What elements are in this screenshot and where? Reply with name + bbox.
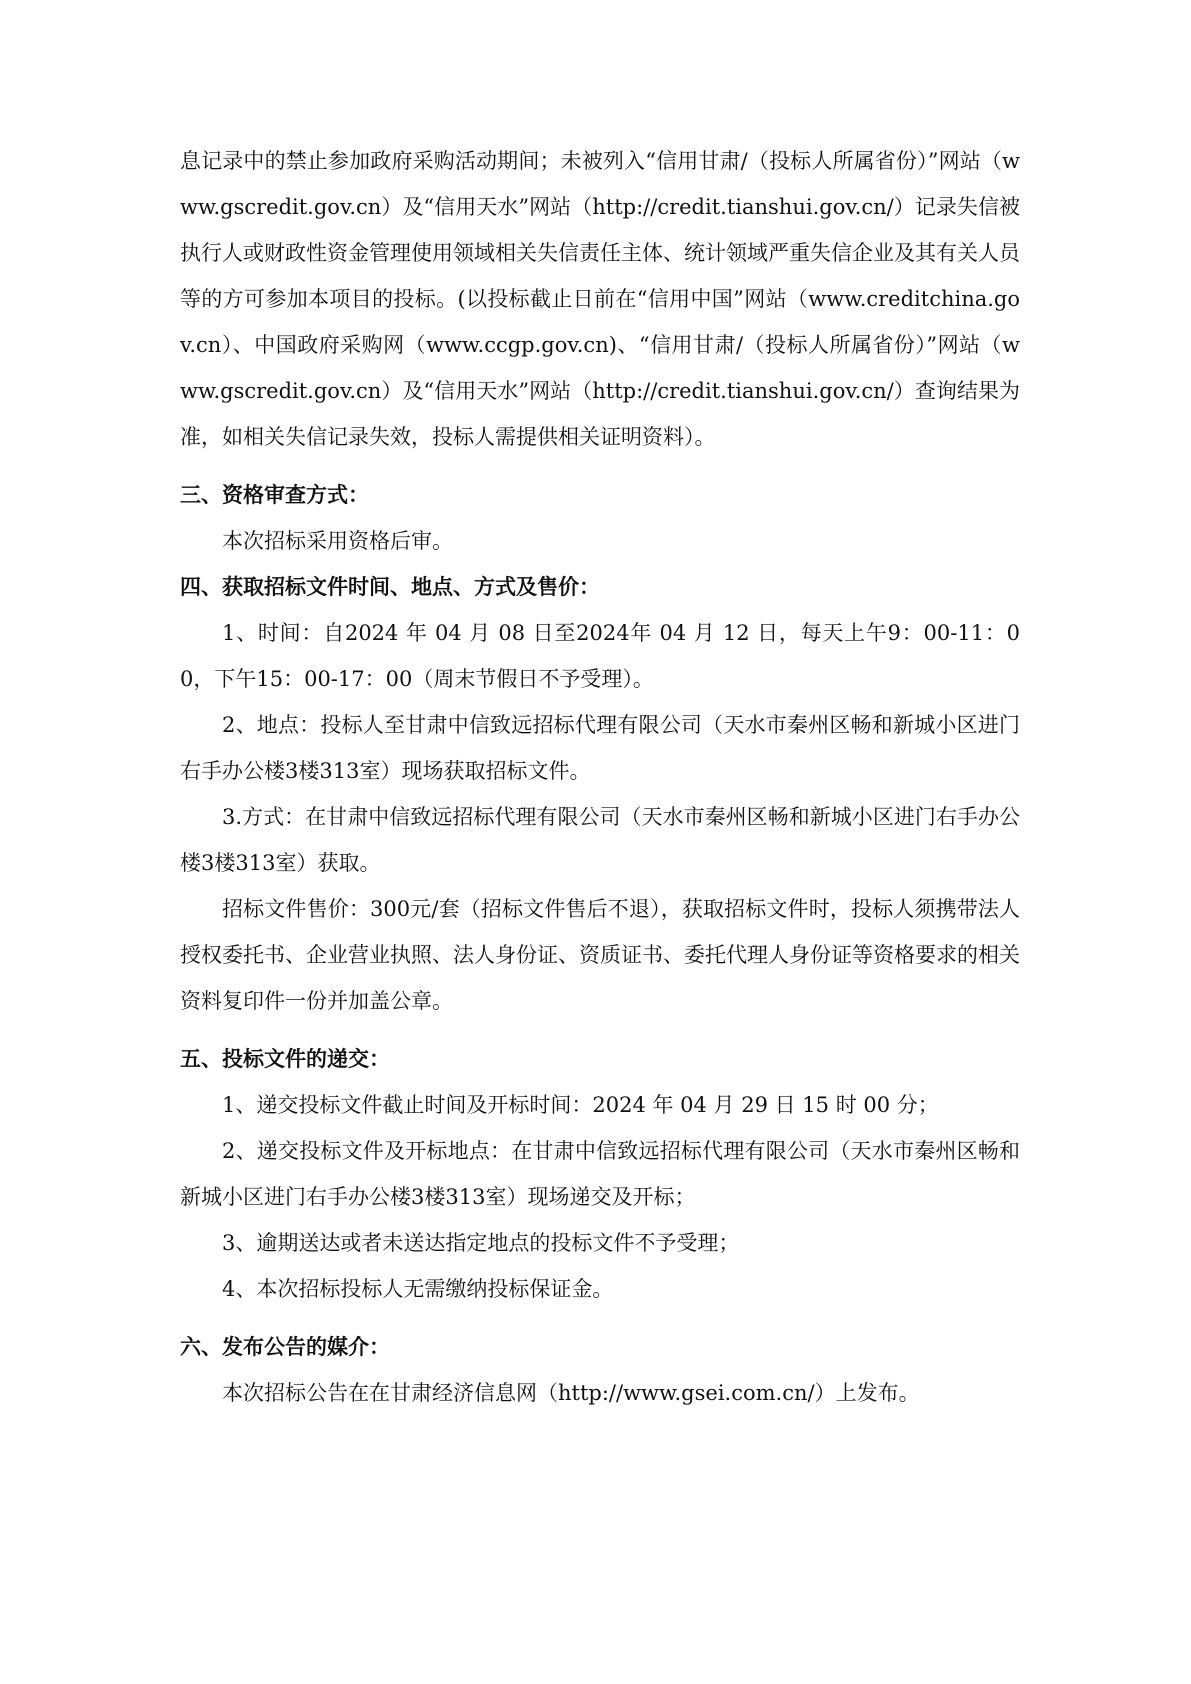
section-4-paragraph-4: 招标文件售价：300元/套（招标文件售后不退），获取招标文件时，投标人须携带法人授权委托书、企业营业执照、法人身份证、资质证书、委托代理人身份证等资格要求的相关资料复印件一份并加盖公章。: [180, 897, 1020, 1013]
section-4-paragraph-1: 1、时间：自2024 年 04 月 08 日至2024年 04 月 12 日，每天上午9：00-11：00，下午15：00-17：00（周末节假日不予受理）。: [180, 621, 1020, 691]
section-4-paragraph-3: 3.方式：在甘肃中信致远招标代理有限公司（天水市秦州区畅和新城小区进门右手办公楼3楼313室）获取。: [180, 805, 1020, 875]
section-4-paragraph-2: 2、地点：投标人至甘肃中信致远招标代理有限公司（天水市秦州区畅和新城小区进门右手办公楼3楼313室）现场获取招标文件。: [180, 713, 1020, 783]
document-body: [180, 138, 1020, 1416]
section-3-paragraph-1: 本次招标采用资格后审。: [222, 529, 453, 553]
section-5-paragraph-3: 3、逾期送达或者未送达指定地点的投标文件不予受理；: [222, 1231, 740, 1255]
section-5-heading: 五、投标文件的递交：: [180, 1047, 390, 1071]
section-6-paragraph-1: 本次招标公告在在甘肃经济信息网（http://www.gsei.com.cn/）上发布。: [222, 1381, 920, 1405]
section-5-paragraph-4: 4、本次招标投标人无需缴纳投标保证金。: [222, 1277, 614, 1301]
section-5-paragraph-2: 2、递交投标文件及开标地点：在甘肃中信致远招标代理有限公司（天水市秦州区畅和新城小区进门右手办公楼3楼313室）现场递交及开标；: [180, 1139, 1020, 1209]
intro-paragraph: 息记录中的禁止参加政府采购活动期间；未被列入“信用甘肃/（投标人所属省份）”网站（www.gscredit.gov.cn）及“信用天水”网站（http://credit.tianshui.gov.cn/）记录失信被执行人或财政性资金管理使用领域相关失信责任主体、统计领域严重失信企业及其有关人员等的方可参加本项目的投标。(以投标截止日前在“信用中国”网站（www.creditchina.gov.cn）、中国政府采购网（www.ccgp.gov.cn)、“信用甘肃/（投标人所属省份）”网站（www.gscredit.gov.cn）及“信用天水”网站（http://credit.tianshui.gov.cn/）查询结果为准，如相关失信记录失效，投标人需提供相关证明资料）。: [180, 149, 1020, 449]
section-3-heading: 三、资格审查方式：: [180, 483, 369, 507]
section-4-heading: 四、获取招标文件时间、地点、方式及售价：: [180, 575, 600, 599]
section-5-paragraph-1: 1、递交投标文件截止时间及开标时间：2024 年 04 月 29 日 15 时 00 分；: [222, 1093, 939, 1117]
section-6-heading: 六、发布公告的媒介：: [180, 1335, 390, 1359]
